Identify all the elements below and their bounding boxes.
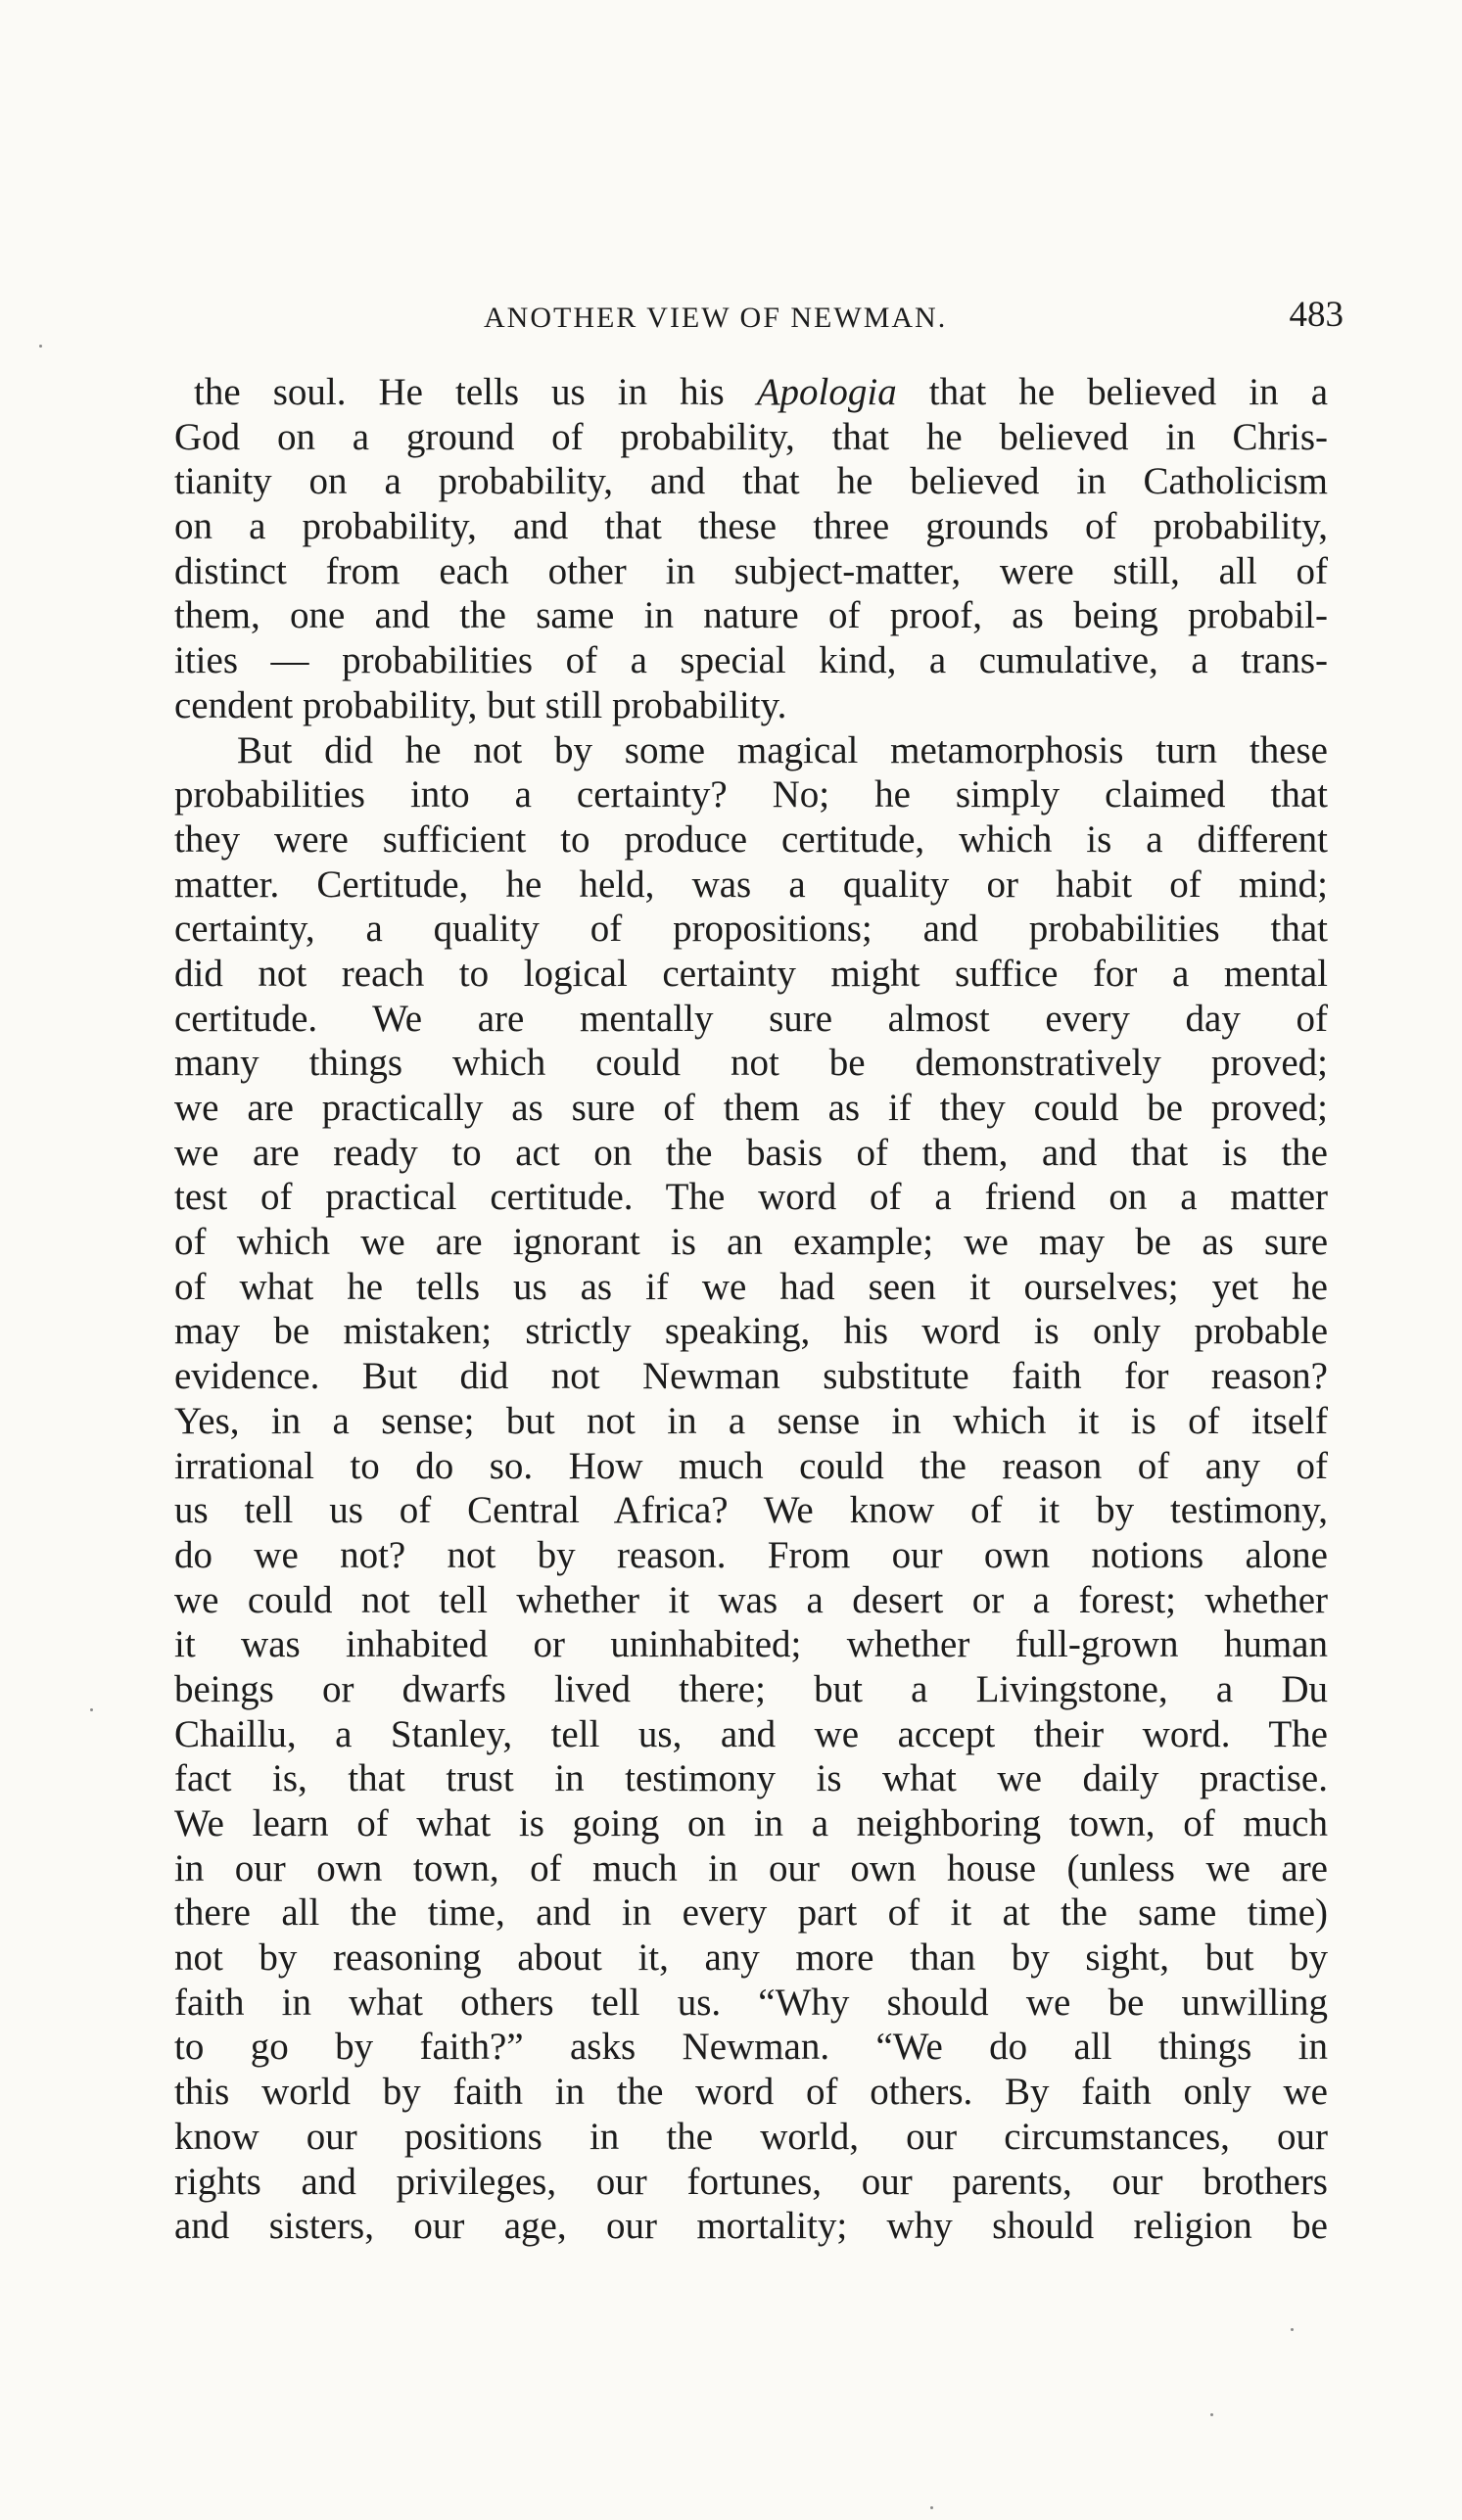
text-line: there all the time, and in every part of it at the same time) — [174, 1891, 1328, 1935]
book-title: Apologia — [756, 371, 897, 413]
text-line: distinct from each other in subject-matter, were still, all of — [174, 549, 1328, 592]
text-line: we are ready to act on the basis of them, and that is the — [174, 1131, 1328, 1174]
text-run: that he believed in a — [896, 371, 1328, 413]
text-line: Yes, in a sense; but not in a sense in which it is of itself — [174, 1399, 1328, 1442]
text-line: and sisters, our age, our mortality; why should religion be — [174, 2205, 1328, 2248]
text-line: in our own town, of much in our own house (unless we are — [174, 1846, 1328, 1890]
text-line: We learn of what is going on in a neighboring town, of much — [174, 1802, 1328, 1844]
text-line: did not reach to logical certainty might suffice for a mental — [174, 952, 1328, 995]
text-line: beings or dwarfs lived there; but a Livingstone, a Du — [174, 1667, 1328, 1710]
text-line: certainty, a quality of propositions; and probabilities that — [174, 908, 1328, 951]
text-line: not by reasoning about it, any more than by sight, but by — [174, 1937, 1328, 1980]
page-header — [174, 294, 1349, 343]
page-number: 483 — [1289, 295, 1344, 335]
text-run: the soul. He tells us in his — [194, 371, 757, 413]
text-line: faith in what others tell us. “Why should we be unwilling — [174, 1981, 1328, 2024]
text-line: God on a ground of probability, that he believed in Chris- — [174, 415, 1328, 458]
text-line: of what he tells us as if we had seen it ourselves; yet he — [174, 1265, 1328, 1308]
text-line: do we not? not by reason. From our own notions alone — [174, 1533, 1328, 1576]
text-line: they were sufficient to produce certitude, which is a different — [174, 817, 1328, 861]
text-line: of which we are ignorant is an example; we may be as sure — [174, 1221, 1328, 1264]
text-line: test of practical certitude. The word of a friend on a matter — [174, 1176, 1328, 1219]
text-line: this world by faith in the word of others. By faith only we — [174, 2071, 1328, 2114]
text-line: ities — probabilities of a special kind, a cumulative, a trans- — [174, 639, 1328, 682]
text-line: them, one and the same in nature of proof, as being probabil- — [174, 594, 1328, 637]
text-line: fact is, that trust in testimony is what we daily practise. — [174, 1757, 1328, 1800]
text-line: cendent probability, but still probability. — [174, 683, 787, 726]
text-line: tianity on a probability, and that he believed in Catholicism — [174, 460, 1328, 503]
scan-speck — [90, 1708, 93, 1711]
text-line: evidence. But did not Newman substitute faith for reason? — [174, 1355, 1328, 1398]
text-line: probabilities into a certainty? No; he simply claimed that — [174, 773, 1328, 817]
text-line: But did he not by some magical metamorphosis turn these — [237, 728, 1328, 771]
text-line: matter. Certitude, he held, was a quality or habit of mind; — [174, 863, 1328, 906]
scan-speck — [1210, 2413, 1213, 2416]
text-line: irrational to do so. How much could the reason of any of — [174, 1444, 1328, 1487]
text-line: know our positions in the world, our circumstances, our — [174, 2115, 1328, 2158]
text-line: on a probability, and that these three grounds of probability, — [174, 505, 1328, 548]
text-line: we are practically as sure of them as if they could be proved; — [174, 1087, 1328, 1129]
text-line: us tell us of Central Africa? We know of it by testimony, — [174, 1489, 1328, 1532]
text-line: many things which could not be demonstratively proved; — [174, 1042, 1328, 1085]
text-line: certitude. We are mentally sure almost every day of — [174, 997, 1328, 1040]
body-text — [174, 370, 1328, 2249]
scan-speck — [930, 2506, 933, 2509]
running-head: ANOTHER VIEW OF NEWMAN. — [484, 302, 948, 334]
text-line: we could not tell whether it was a desert or a forest; whether — [174, 1578, 1328, 1621]
text-line: to go by faith?” asks Newman. “We do all things in — [174, 2026, 1328, 2069]
text-line: Chaillu, a Stanley, tell us, and we accept their word. The — [174, 1712, 1328, 1755]
text-line: it was inhabited or uninhabited; whether full-grown human — [174, 1623, 1328, 1666]
scan-speck — [1291, 2328, 1294, 2331]
text-line — [174, 370, 1328, 415]
text-line: may be mistaken; strictly speaking, his word is only probable — [174, 1310, 1328, 1353]
scan-speck — [39, 345, 42, 348]
text-line: rights and privileges, our fortunes, our parents, our brothers — [174, 2160, 1328, 2203]
